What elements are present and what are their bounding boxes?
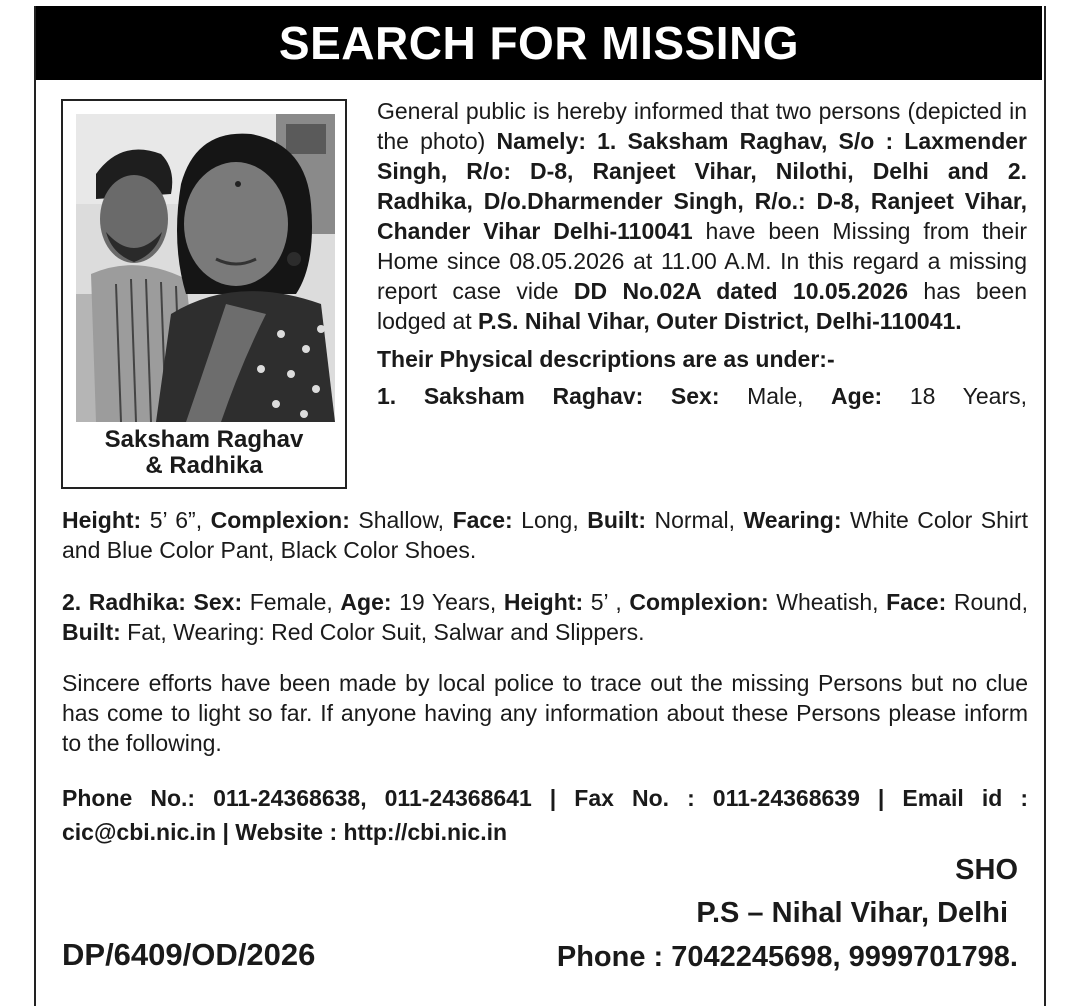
person2-age: 19 Years, — [391, 589, 504, 615]
person2-face-label: Face: — [886, 589, 947, 615]
person1-built-label: Built: — [587, 507, 646, 533]
intro-text-3: has been lodged at — [377, 278, 1028, 334]
person2-name: 2. Radhika: Sex: — [62, 589, 243, 615]
photo-caption-line1: Saksham Raghav — [104, 426, 304, 453]
missing-persons-photo — [76, 114, 335, 422]
photo-illustration — [76, 114, 335, 422]
person1-age-label: Age: — [831, 383, 883, 409]
person2-age-label: Age: — [340, 589, 392, 615]
person1-complexion: Shallow, — [349, 507, 453, 533]
person1-details-paragraph — [62, 505, 1028, 565]
signature-station: P.S – Nihal Vihar, Delhi — [696, 897, 1008, 929]
signature-title: SHO — [955, 854, 1018, 886]
person2-complexion-label: Complexion: — [629, 589, 769, 615]
person1-height: 5’ 6”, — [141, 507, 211, 533]
signature-phone: Phone : 7042245698, 9999701798. — [556, 941, 1018, 973]
descriptions-heading: Their Physical descriptions are as under:- — [377, 346, 835, 372]
person1-name: 1. Saksham Raghav: Sex: — [377, 383, 720, 409]
contact-details: Phone No.: 011-24368638, 011-24368641 | Fax No. : 011-24368639 | Email id : cic@cbi.nic.in | Website : http://cbi.nic.in — [62, 785, 1028, 845]
person1-built: Normal, — [645, 507, 744, 533]
person2-face: Round, — [946, 589, 1029, 615]
person2-height: 5’ , — [583, 589, 630, 615]
notice-title: SEARCH FOR MISSING — [36, 6, 1042, 80]
person1-complexion-label: Complexion: — [210, 507, 350, 533]
appeal-paragraph: Sincere efforts have been made by local police to trace out the missing Persons but no clue has come to light so far. If anyone having any information about these Persons please inform to the following. — [62, 670, 1028, 756]
intro-police-station: P.S. Nihal Vihar, Outer District, Delhi-110041. — [478, 308, 962, 334]
person1-face: Long, — [512, 507, 588, 533]
person2-details-paragraph — [62, 587, 1028, 647]
person2-height-label: Height: — [503, 589, 584, 615]
intro-text-1: General public is hereby informed that two persons (depicted in the photo) — [377, 98, 1027, 154]
person2-sex: Female, — [242, 589, 341, 615]
intro-paragraph — [377, 96, 1027, 336]
person1-sex: Male, — [719, 383, 832, 409]
person1-wearing-label: Wearing: — [743, 507, 842, 533]
person2-built-label: Built: — [62, 619, 121, 645]
person1-first-line — [377, 381, 1027, 411]
person2-details — [62, 587, 1028, 647]
person1-face-label: Face: — [452, 507, 513, 533]
photo-box — [61, 99, 347, 489]
person2-complexion: Wheatish, — [768, 589, 887, 615]
person1-details — [62, 505, 1028, 565]
photo-caption-line2: & Radhika — [145, 452, 263, 479]
intro-dd-number: DD No.02A dated 10.05.2026 — [573, 278, 909, 304]
intro-text-2: have been Missing from their Home since 08.05.2026 at 11.00 A.M. In this regard a missing report case vide — [377, 218, 1027, 304]
person2-built: Fat, Wearing: Red Color Suit, Salwar and Slippers. — [120, 619, 645, 645]
notice-intro-column — [377, 96, 1027, 411]
reference-number: DP/6409/OD/2026 — [62, 937, 316, 972]
photo-caption — [63, 427, 345, 479]
person1-height-label: Height: — [62, 507, 142, 533]
person1-age: 18 Years, — [882, 383, 1028, 409]
person1-wearing: White Color Shirt and Blue Color Pant, Black Color Shoes. — [62, 507, 1029, 563]
intro-persons-names: Namely: 1. Saksham Raghav, S/o : Laxmender Singh, R/o: D-8, Ranjeet Vihar, Nilothi, Delhi and 2. Radhika, D/o.Dharmender Singh, R/o.: D-8, Ranjeet Vihar, Chander Vihar Delhi-110041 — [377, 128, 1028, 244]
